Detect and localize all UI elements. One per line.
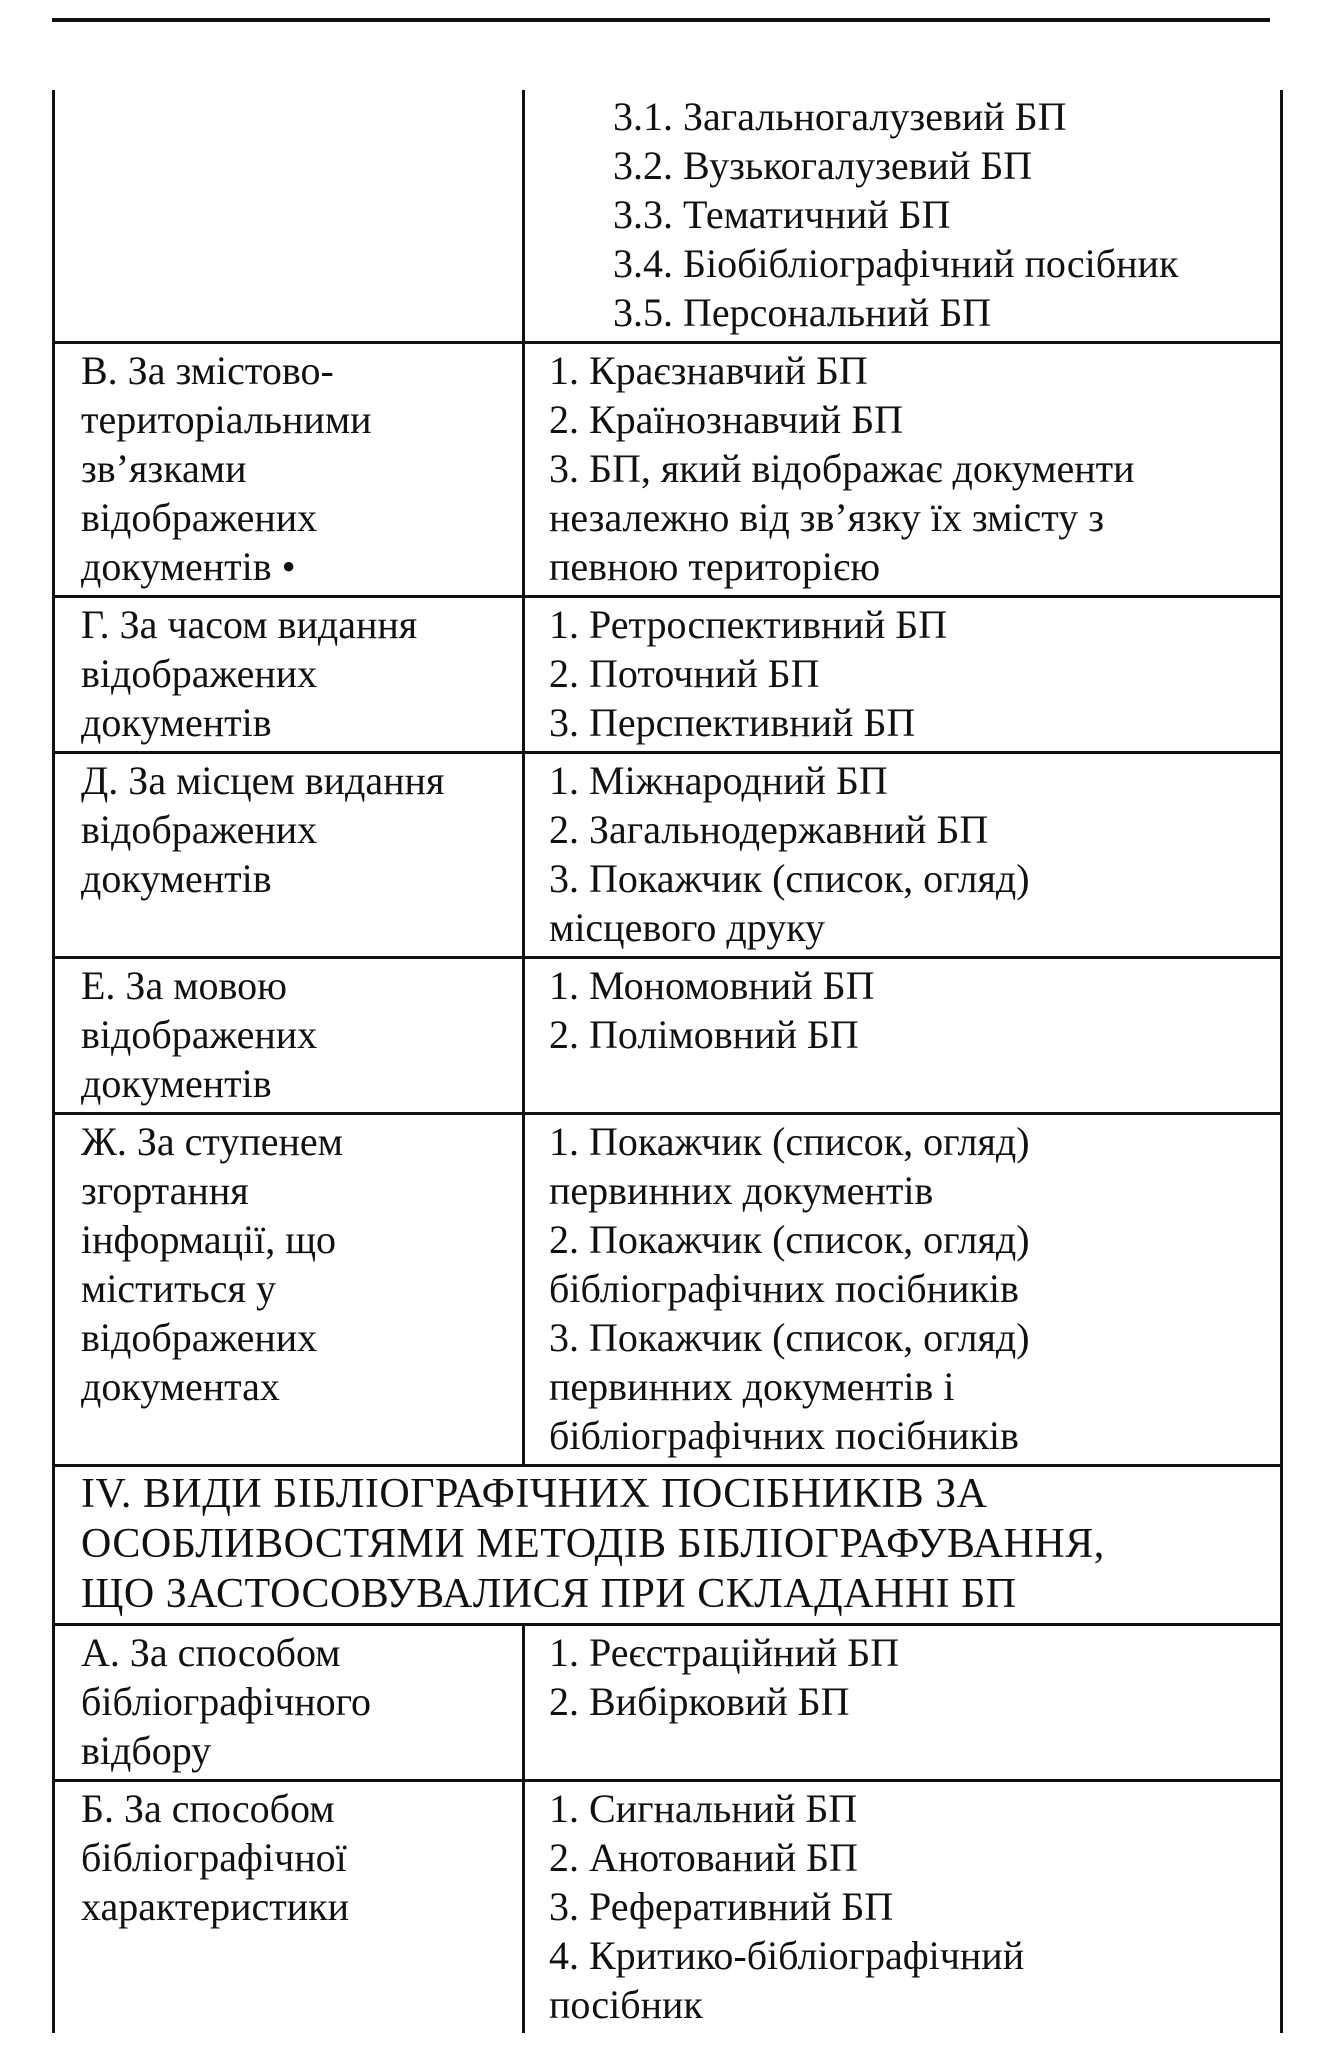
types-cell (524, 753, 1282, 958)
cell-line: 2. Країнознавчий БП (549, 397, 904, 442)
cell-line: В. За змістово- (81, 348, 334, 393)
cell-line: Б. За способом (81, 1786, 335, 1831)
cell-line: бібліографічного (81, 1679, 372, 1724)
cell-line: ОСОБЛИВОСТЯМИ МЕТОДІВ БІБЛІОГРАФУВАННЯ, (81, 1521, 1105, 1567)
cell-line: 3. Перспективний БП (549, 700, 916, 745)
criterion-cell (54, 753, 524, 958)
cell-line: Д. За місцем видання (81, 758, 445, 803)
criterion-cell (54, 343, 524, 597)
cell-line: відображених (81, 807, 318, 852)
section-row (54, 1466, 1282, 1625)
types-cell (524, 1781, 1282, 2034)
cell-line: міститься у (81, 1266, 276, 1311)
criterion-cell (54, 958, 524, 1114)
cell-line: 1. Покажчик (список, огляд) (549, 1119, 1030, 1164)
cell-line: відображених (81, 1315, 318, 1360)
criterion-cell (54, 1625, 524, 1781)
cell-line: бібліографічної (81, 1835, 347, 1880)
table-row (54, 1114, 1282, 1466)
table-row (54, 343, 1282, 597)
criterion-cell (54, 1781, 524, 2034)
cell-line: незалежно від зв’язку їх змісту з (549, 495, 1105, 540)
cell-line: 1. Краєзнавчий БП (549, 348, 868, 393)
types-cell (524, 1114, 1282, 1466)
cell-line: відображених (81, 1012, 318, 1057)
types-cell (524, 958, 1282, 1114)
criterion-cell (54, 90, 524, 343)
cell-line: документів • (81, 544, 296, 589)
table-row (54, 958, 1282, 1114)
cell-line: бібліографічних посібників (549, 1266, 1019, 1311)
cell-line: Г. За часом видання (81, 602, 418, 647)
cell-line: 3.2. Вузькогалузевий БП (613, 143, 1033, 188)
cell-line: 3. Покажчик (список, огляд) (549, 856, 1030, 901)
cell-line: 3.5. Персональний БП (613, 290, 992, 335)
table-row (54, 1625, 1282, 1781)
cell-line: відображених (81, 651, 318, 696)
cell-line: первинних документів (549, 1168, 934, 1213)
cell-line: територіальними (81, 397, 372, 442)
types-cell (524, 343, 1282, 597)
cell-line: інформації, що (81, 1217, 337, 1262)
cell-line: бібліографічних посібників (549, 1413, 1019, 1458)
top-rule (52, 18, 1270, 22)
types-cell (524, 597, 1282, 753)
cell-line: 1. Мономовний БП (549, 963, 875, 1008)
cell-line: посібник (549, 1982, 703, 2027)
criterion-cell (54, 597, 524, 753)
cell-line: документах (81, 1364, 280, 1409)
cell-line: документів (81, 1061, 272, 1106)
classification-table (52, 90, 1283, 2033)
cell-line: 3.3. Тематичний БП (613, 192, 951, 237)
cell-line: 1. Ретроспективний БП (549, 602, 948, 647)
cell-line: 2. Покажчик (список, огляд) (549, 1217, 1030, 1262)
cell-line: Е. За мовою (81, 963, 288, 1008)
cell-line: А. За способом (81, 1630, 341, 1675)
cell-line: згортання (81, 1168, 249, 1213)
cell-line: 2. Загальнодержавний БП (549, 807, 989, 852)
cell-line: Ж. За ступенем (81, 1119, 343, 1164)
cell-line: первинних документів і (549, 1364, 955, 1409)
cell-line: зв’язками (81, 446, 247, 491)
cell-line: 1. Сигнальний БП (549, 1786, 858, 1831)
cell-line: IV. ВИДИ БІБЛІОГРАФІЧНИХ ПОСІБНИКІВ ЗА (81, 1471, 988, 1517)
cell-line: 1. Міжнародний БП (549, 758, 888, 803)
cell-line: 3. Реферативний БП (549, 1884, 894, 1929)
cell-line: 3. Покажчик (список, огляд) (549, 1315, 1030, 1360)
criterion-cell (54, 1114, 524, 1466)
cell-line: відображених (81, 495, 318, 540)
table-row (54, 597, 1282, 753)
cell-line: 3.1. Загальногалузевий БП (613, 94, 1067, 139)
cell-line: 2. Поточний БП (549, 651, 820, 696)
cell-line: 2. Вибірковий БП (549, 1679, 850, 1724)
types-cell (524, 90, 1282, 343)
cell-line: 1. Реєстраційний БП (549, 1630, 900, 1675)
table-row (54, 90, 1282, 343)
table-row (54, 753, 1282, 958)
cell-line: 2. Полімовний БП (549, 1012, 859, 1057)
cell-line: 3.4. Біобібліографічний посібник (613, 241, 1179, 286)
cell-line: відбору (81, 1728, 212, 1773)
cell-line: певною територією (549, 544, 881, 589)
types-cell (524, 1625, 1282, 1781)
cell-line: документів (81, 700, 272, 745)
cell-line: ЩО ЗАСТОСОВУВАЛИСЯ ПРИ СКЛАДАННІ БП (81, 1571, 1017, 1617)
cell-line: характеристики (81, 1884, 350, 1929)
cell-line: документів (81, 856, 272, 901)
table-row (54, 1781, 1282, 2034)
section-heading (54, 1466, 1282, 1625)
cell-line: місцевого друку (549, 905, 826, 950)
cell-line: 2. Анотований БП (549, 1835, 858, 1880)
cell-line: 4. Критико-бібліографічний (549, 1933, 1025, 1978)
cell-line: 3. БП, який відображає документи (549, 446, 1135, 491)
